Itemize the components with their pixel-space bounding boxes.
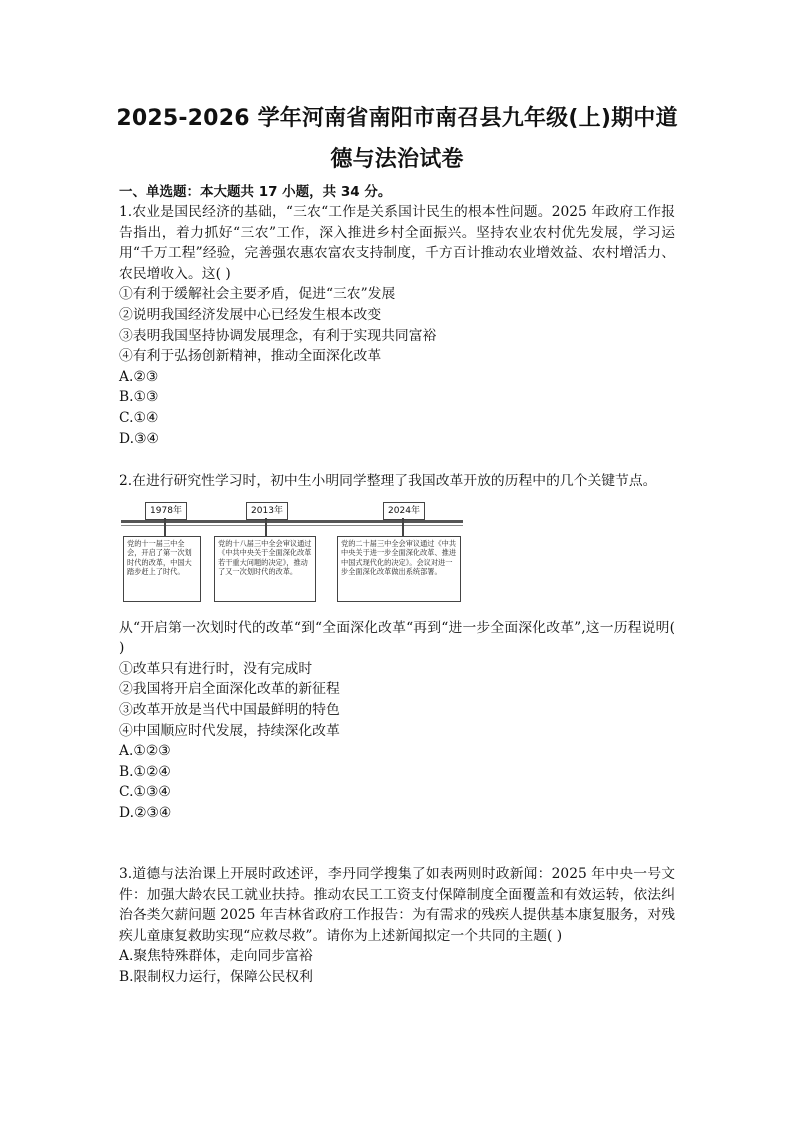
- question-2-item-1: ①改革只有进行时，没有完成时: [119, 660, 313, 677]
- timeline-connector-2: [265, 518, 267, 538]
- question-1: [119, 202, 675, 449]
- question-2-item-2: ②我国将开启全面深化改革的新征程: [119, 681, 340, 698]
- question-1-stem: 1.农业是国民经济的基础，“三农“工作是关系国计民生的根本性问题。2025 年政府工作报告指出，着力抓好“三农”工作，深入推进乡村全面振兴。坚持农业农村优先发展，学习运用“千万工程”经验，完善强农惠农富农支持制度，千方百计推动农业增效益、农村增活力、农民增收入。这( ): [119, 204, 675, 282]
- question-2-item-4: ④中国顺应时代发展，持续深化改革: [119, 722, 340, 739]
- reform-timeline-figure: [121, 498, 463, 608]
- question-1-option-d[interactable]: D.③④: [119, 430, 159, 447]
- question-1-option-a[interactable]: A.②③: [119, 368, 159, 385]
- question-2-option-a[interactable]: A.①②③: [119, 743, 171, 760]
- section-heading: 一、单选题：本大题共 17 小题，共 34 分。: [119, 184, 392, 200]
- question-1-item-2: ②说明我国经济发展中心已经发生根本改变: [119, 306, 382, 323]
- question-2-stem: 2.在进行研究性学习时，初中生小明同学整理了我国改革开放的历程中的几个关键节点。: [119, 473, 657, 489]
- timeline-connector-3: [402, 518, 404, 538]
- timeline-year-2: 2013年: [246, 502, 288, 520]
- question-1-item-1: ①有利于缓解社会主要矛盾，促进“三农”发展: [119, 286, 396, 303]
- question-3-stem: 3.道德与法治课上开展时政述评，李丹同学搜集了如表两则时政新闻：2025 年中央一号文件：加强大龄农民工就业扶持。推动农民工工资支付保障制度全面覆盖和有效运转，依法纠治各类欠薪问题 2025 年吉林省政府工作报告：为有需求的残疾人提供基本康复服务，对残疾儿童康复救助实现“应救尽救”。请你为上述新闻拟定一个共同的主题( ): [119, 866, 675, 944]
- question-3-option-a[interactable]: A.聚焦特殊群体，走向同步富裕: [119, 948, 313, 965]
- question-3: [119, 864, 675, 988]
- exam-title-line2: 德与法治试卷: [330, 147, 464, 172]
- question-2-option-b[interactable]: B.①②④: [119, 763, 171, 780]
- question-1-item-4: ④有利于弘扬创新精神，推动全面深化改革: [119, 348, 382, 365]
- timeline-box-1: 党的十一届三中全会，开启了第一次划时代的改革，中国大踏步赶上了时代。: [123, 536, 201, 602]
- timeline-axis: [121, 520, 463, 523]
- question-2-option-c[interactable]: C.①③④: [119, 784, 171, 801]
- question-2-item-3: ③改革开放是当代中国最鲜明的特色: [119, 701, 340, 718]
- question-3-option-b[interactable]: B.限制权力运行，保障公民权利: [119, 968, 313, 985]
- timeline-box-2: 党的十八届三中全会审议通过《中共中央关于全面深化改革若干重大问题的决定》，推动了又一次划时代的改革。: [214, 536, 316, 602]
- timeline-box-3: 党的二十届三中全会审议通过《中共中央关于进一步全面深化改革、推进中国式现代化的决定》。会议对进一步全面深化改革做出系统部署。: [337, 536, 461, 602]
- question-2-stem-2: 从“开启第一次划时代的改革“到“全面深化改革“再到“进一步全面深化改革”,这一历程说明( ): [119, 619, 675, 657]
- exam-title-line1: 2025-2026 学年河南省南阳市南召县九年级(上)期中道: [116, 106, 678, 131]
- question-2: [119, 471, 675, 824]
- timeline-connector-1: [164, 518, 166, 538]
- timeline-axis-shadow: [121, 525, 463, 526]
- question-1-option-c[interactable]: C.①④: [119, 409, 159, 426]
- timeline-year-1: 1978年: [145, 502, 187, 520]
- question-2-option-d[interactable]: D.②③④: [119, 804, 172, 821]
- question-1-option-b[interactable]: B.①③: [119, 389, 159, 406]
- timeline-year-3: 2024年: [383, 502, 425, 520]
- question-1-item-3: ③表明我国坚持协调发展理念，有利于实现共同富裕: [119, 327, 437, 344]
